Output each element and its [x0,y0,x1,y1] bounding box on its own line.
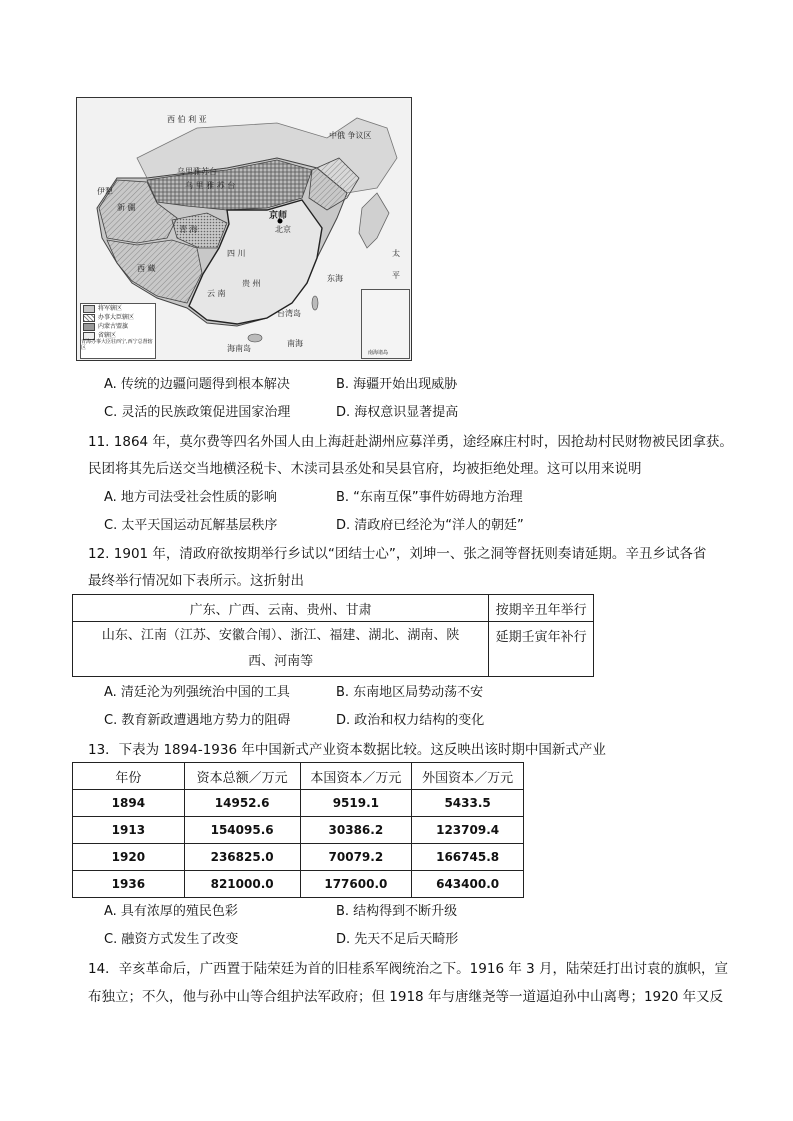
label-east-sea: 东海 [327,274,343,283]
label-uliastai: 乌里雅苏台 [177,167,217,176]
table-cell: 1913 [73,817,185,844]
table-cell: 9519.1 [300,790,412,817]
label-beijing: 北京 [275,225,291,234]
q11-option-c[interactable]: C. 太平天国运动瓦解基层秩序 [104,518,278,533]
q11-option-b[interactable]: B. “东南互保”事件妨碍地方治理 [336,490,523,505]
label-hainan: 海南岛 [227,344,251,353]
q11-option-a[interactable]: A. 地方司法受社会性质的影响 [104,490,277,505]
table-cell: 70079.2 [300,844,412,871]
table-row [73,622,594,677]
label-ili: 伊犁 [97,187,113,196]
table-cell: 177600.0 [300,871,412,898]
legend-label: 办事大臣辖区 [98,314,135,321]
inset-label: 南海诸岛 [368,350,389,356]
q11-stem-line1: 11. 1864 年，莫尔费等四名外国人由上海赶赴湖州应募洋勇，途经麻庄村时，因抢劫村民财物被民团拿获。 [88,434,733,450]
table-header: 外国资本／万元 [412,763,524,790]
label-guizhou: 贵 州 [242,279,261,288]
q10-option-a[interactable]: A. 传统的边疆问题得到根本解决 [104,377,290,392]
legend-label: 省辖区 [98,332,117,339]
table-cell: 123709.4 [412,817,524,844]
table-cell: 154095.6 [184,817,300,844]
table-cell: 236825.0 [184,844,300,871]
table-cell-line: 山东、江南（江苏、安徽合闱）、浙江、福建、湖北、湖南、陕 [101,628,460,643]
q12-table [72,594,594,677]
table-cell: 1936 [73,871,185,898]
label-pacific: 太 [392,249,400,258]
q13-table [72,762,524,898]
q13-option-d[interactable]: D. 先天不足后天畸形 [336,932,459,947]
table-cell: 643400.0 [412,871,524,898]
q10-option-c[interactable]: C. 灵活的民族政策促进国家治理 [104,405,291,420]
label-siberia: 西 伯 利 亚 [167,115,207,124]
legend-label: 内蒙古盟旗 [98,323,129,330]
table-row [73,871,524,898]
table-cell [73,622,489,677]
table-header: 年份 [73,763,185,790]
q11-stem-line2: 民团将其先后送交当地横泾税卡、木渎司县丞处和吴县官府，均被拒绝处理。这可以用来说明 [88,461,642,477]
table-row [73,844,524,871]
table-cell: 广东、广西、云南、贵州、甘肃 [73,595,489,622]
table-cell: 1894 [73,790,185,817]
q13-stem: 13．下表为 1894-1936 年中国新式产业资本数据比较。这反映出该时期中国新式产业 [88,742,606,758]
south-sea-inset [361,289,410,359]
label-taiwan: 台湾岛 [277,309,301,318]
q14-stem-line1: 14．辛亥革命后，广西置于陆荣廷为首的旧桂系军阀统治之下。1916 年 3 月，陆荣廷打出讨袁的旗帜，宣 [88,961,728,977]
q14-stem-line2: 布独立；不久，他与孙中山等合组护法军政府；但 1918 年与唐继尧等一道逼迫孙中山离粤；1920 年又反 [88,989,724,1005]
q10-option-d[interactable]: D. 海权意识显著提高 [336,405,459,420]
q12-option-d[interactable]: D. 政治和权力结构的变化 [336,713,485,728]
table-row [73,790,524,817]
table-header: 本国资本／万元 [300,763,412,790]
q12-stem-line2: 最终举行情况如下表所示。这折射出 [88,573,304,589]
legend-item [81,313,155,322]
label-xinjiang: 新 疆 [117,203,136,212]
legend-item [81,340,155,349]
label-ocean: 平 [392,271,400,280]
q12-stem-line1: 12. 1901 年，清政府欲按期举行乡试以“团结士心”，刘坤一、张之洞等督抚则奏请延期。辛丑乡试各省 [88,546,707,562]
legend-label: 将军辖区 [98,305,123,312]
label-capital: 京师 [269,211,288,221]
table-cell-line: 西、河南等 [248,654,314,669]
table-cell: 30386.2 [300,817,412,844]
q13-option-c[interactable]: C. 融资方式发生了改变 [104,932,239,947]
label-qinghai: 青 海 [179,225,198,234]
label-sichuan: 四 川 [227,249,246,258]
label-yunnan: 云 南 [207,289,226,298]
table-cell: 1920 [73,844,185,871]
q13-option-a[interactable]: A. 具有浓厚的殖民色彩 [104,904,238,919]
map-legend [80,303,156,359]
table-cell: 166745.8 [412,844,524,871]
table-cell: 821000.0 [184,871,300,898]
q12-option-b[interactable]: B. 东南地区局势动荡不安 [336,685,484,700]
table-cell: 14952.6 [184,790,300,817]
legend-label: 青海办事大臣驻西宁,西宁总督辖区 [81,338,153,351]
table-cell: 按期辛丑年举行 [489,595,594,622]
table-cell: 延期壬寅年补行 [489,622,594,677]
label-disputed-area: 中俄 争议区 [329,131,372,140]
q12-option-c[interactable]: C. 教育新政遭遇地方势力的阻碍 [104,713,291,728]
historical-map [76,97,412,361]
table-header: 资本总额／万元 [184,763,300,790]
label-tibet: 西 藏 [137,264,156,273]
label-mongolia: 乌 里 雅 苏 台 [185,181,236,190]
label-south-sea: 南海 [287,339,303,348]
table-header-row [73,763,524,790]
table-row [73,817,524,844]
table-row [73,595,594,622]
q10-option-b[interactable]: B. 海疆开始出现威胁 [336,377,458,392]
legend-item [81,304,155,313]
table-cell: 5433.5 [412,790,524,817]
q12-option-a[interactable]: A. 清廷沦为列强统治中国的工具 [104,685,290,700]
legend-item [81,322,155,331]
q11-option-d[interactable]: D. 清政府已经沦为“洋人的朝廷” [336,518,524,533]
q13-option-b[interactable]: B. 结构得到不断升级 [336,904,458,919]
